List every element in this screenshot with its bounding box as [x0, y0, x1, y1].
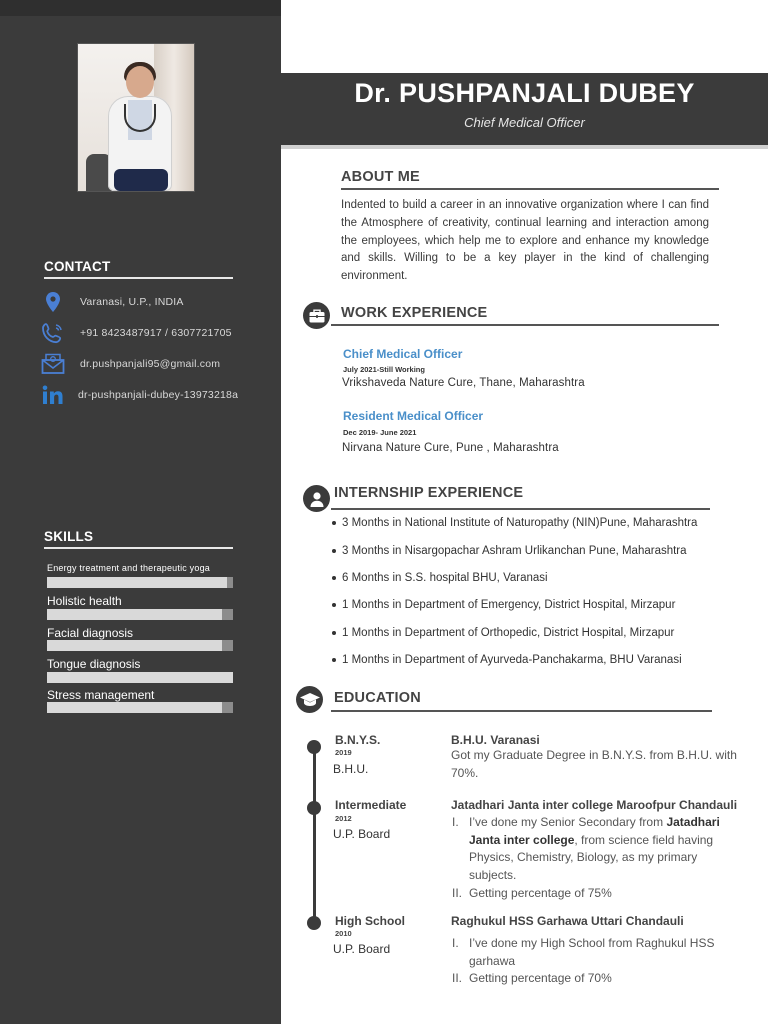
- internship-item: 1 Months in Department of Emergency, District Hospital, Mirzapur: [332, 599, 675, 611]
- skill-bar-tongue: [47, 672, 233, 683]
- skill-label-facial: Facial diagnosis: [47, 626, 134, 640]
- about-text: Indented to build a career in an innovative organization where I can find the Atmosphere of creativity, continual learning and interaction among the employees, which help me to explore and enhance my knowledge and skills. Willing to be a key player in the kind of challenging environment.: [341, 199, 709, 283]
- email-icon: [40, 352, 66, 376]
- job-place-1: Vrikshaveda Nature Cure, Thane, Maharashtra: [342, 377, 585, 389]
- education-timeline: [313, 745, 316, 925]
- candidate-role: Chief Medical Officer: [464, 115, 585, 130]
- edu-school-2: Jatadhari Janta inter college Maroofpur Chandauli: [451, 798, 738, 812]
- internship-heading: INTERNSHIP EXPERIENCE: [334, 485, 524, 501]
- internship-item: 1 Months in Department of Ayurveda-Panchakarma, BHU Varanasi: [332, 654, 682, 666]
- edu-year-1: 2019: [335, 748, 352, 757]
- job-title-1: Chief Medical Officer: [343, 347, 463, 361]
- contact-email[interactable]: [40, 352, 220, 376]
- sidebar-top-strip: [0, 0, 281, 16]
- contact-heading: CONTACT: [44, 259, 111, 274]
- edu-degree-1: B.N.Y.S.: [335, 733, 381, 747]
- skills-heading: SKILLS: [44, 529, 94, 544]
- edu-school-3: Raghukul HSS Garhawa Uttari Chandauli: [451, 914, 684, 928]
- header-shadow: [281, 145, 768, 149]
- edu-board-2: U.P. Board: [333, 827, 391, 841]
- edu-text-1: Got my Graduate Degree in B.N.Y.S. from B.H.U. with 70%.: [451, 748, 737, 780]
- job-place-2: Nirvana Nature Cure, Pune , Maharashtra: [342, 442, 559, 454]
- contact-divider: [44, 277, 233, 279]
- contact-phone-text: +91 8423487917 / 6307721705: [80, 327, 232, 339]
- about-divider: [341, 188, 719, 190]
- skill-label-energy: Energy treatment and therapeutic yoga: [47, 563, 210, 573]
- work-heading: WORK EXPERIENCE: [341, 305, 488, 321]
- edu-point: I. I’ve done my Senior Secondary from Jatadhari Janta inter college, from science field having Physics, Chemistry, Biology, as my primary subjects.: [452, 815, 720, 882]
- timeline-dot: [307, 916, 321, 930]
- person-icon: [303, 485, 330, 512]
- location-pin-icon: [40, 290, 66, 314]
- edu-board-1: B.H.U.: [333, 762, 369, 776]
- edu-year-2: 2012: [335, 814, 352, 823]
- education-heading: EDUCATION: [334, 690, 421, 706]
- edu-degree-3: High School: [335, 914, 405, 928]
- education-divider: [331, 710, 712, 712]
- internship-item: 3 Months in Nisargopachar Ashram Urlikanchan Pune, Maharashtra: [332, 545, 687, 557]
- contact-location: [40, 290, 184, 314]
- work-divider: [331, 324, 719, 326]
- contact-linkedin-text: dr-pushpanjali-dubey-13973218a: [78, 389, 239, 401]
- skill-bar-energy: [47, 577, 233, 588]
- profile-photo: [78, 44, 194, 191]
- skill-label-stress: Stress management: [47, 688, 155, 702]
- briefcase-icon: [303, 302, 330, 329]
- job-date-2: Dec 2019- June 2021: [343, 428, 417, 437]
- internship-item: 6 Months in S.S. hospital BHU, Varanasi: [332, 572, 548, 584]
- skills-divider: [44, 547, 233, 549]
- phone-icon: [40, 321, 66, 345]
- skill-label-tongue: Tongue diagnosis: [47, 657, 141, 671]
- skill-label-holistic: Holistic health: [47, 594, 122, 608]
- skill-bar-stress: [47, 702, 233, 713]
- internship-divider: [331, 508, 710, 510]
- edu-degree-2: Intermediate: [335, 798, 407, 812]
- linkedin-icon: [40, 383, 66, 407]
- internship-item: 3 Months in National Institute of Naturopathy (NIN)Pune, Maharashtra: [332, 517, 697, 529]
- contact-phone[interactable]: [40, 321, 232, 345]
- contact-location-text: Varanasi, U.P., INDIA: [80, 296, 184, 308]
- timeline-dot: [307, 801, 321, 815]
- edu-point: II. Getting percentage of 75%: [452, 886, 612, 900]
- edu-board-3: U.P. Board: [333, 942, 391, 956]
- contact-linkedin[interactable]: [40, 383, 238, 407]
- timeline-dot: [307, 740, 321, 754]
- job-date-1: July 2021-Still Working: [343, 365, 425, 374]
- edu-point: I. I’ve done my High School from Raghukul HSS garhawa: [452, 936, 715, 968]
- contact-email-text: dr.pushpanjali95@gmail.com: [80, 358, 221, 370]
- about-heading: ABOUT ME: [341, 169, 420, 185]
- candidate-name: Dr. PUSHPANJALI DUBEY: [354, 78, 695, 108]
- skill-bar-facial: [47, 640, 233, 651]
- skill-bar-holistic: [47, 609, 233, 620]
- edu-point: II. Getting percentage of 70%: [452, 971, 612, 985]
- graduation-cap-icon: [296, 686, 323, 713]
- internship-item: 1 Months in Department of Orthopedic, District Hospital, Mirzapur: [332, 627, 674, 639]
- job-title-2: Resident Medical Officer: [343, 409, 484, 423]
- edu-school-1: B.H.U. Varanasi: [451, 733, 540, 747]
- edu-year-3: 2010: [335, 929, 352, 938]
